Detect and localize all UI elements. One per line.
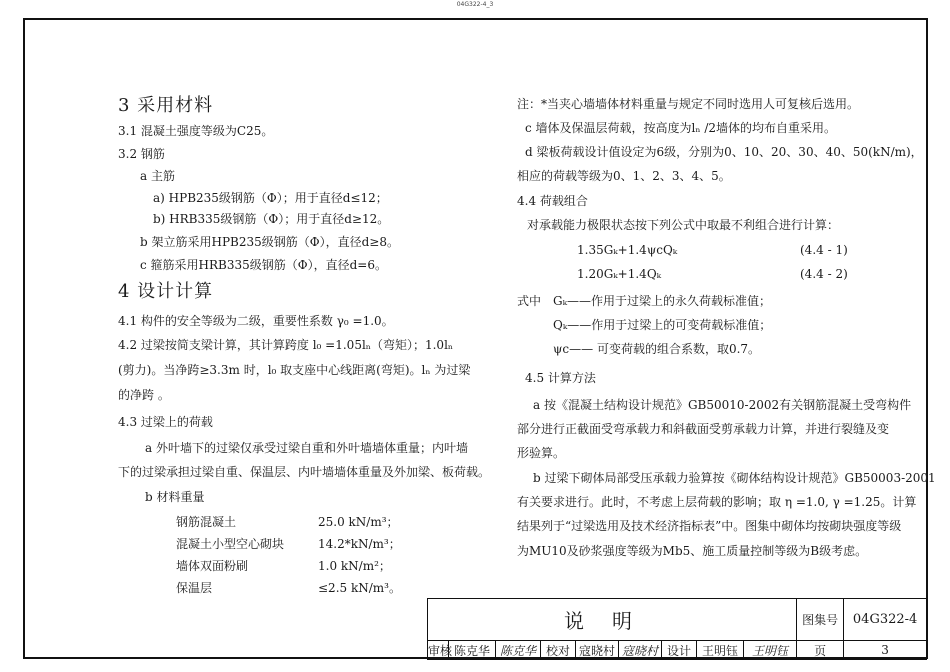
clause-4-3-b: b 材料重量 <box>145 490 205 504</box>
check-label: 校对 <box>541 641 576 660</box>
clause-4-4-intro: 对承载能力极限状态按下列公式中取最不利组合进行计算： <box>527 218 840 232</box>
reviewer-signature: 陈克华 <box>496 641 541 660</box>
drawing-code: 04G322-4_3 <box>456 1 494 8</box>
section-4-title: 4 设计计算 <box>118 281 214 302</box>
clause-d-line-1: d 梁板荷载设计值设定为6级，分别为0、10、20、30、40、50(kN/m)， <box>525 145 923 159</box>
clause-4-5-b-line-4: 为MU10及砂浆强度等级为Mb5、施工质量控制等级为B级考虑。 <box>517 544 868 558</box>
clause-4-4: 4.4 荷载组合 <box>517 194 588 208</box>
page-label: 页 <box>797 641 844 660</box>
clause-c: c 墙体及保温层荷载，按高度为lₙ /2墙体的均布自重采用。 <box>525 121 837 135</box>
material-value: 14.2*kN/m³； <box>318 537 401 551</box>
review-label: 审核 <box>428 641 449 660</box>
clause-4-2-line-1: 4.2 过梁按简支梁计算，其计算跨度 l₀ =1.05lₙ（弯矩）；1.0lₙ <box>118 338 454 352</box>
atlas-number-label: 图集号 <box>797 599 844 641</box>
clause-3-2-a-a: a) HPB235级钢筋（Φ）；用于直径d≤12； <box>153 191 388 205</box>
clause-3-2: 3.2 钢筋 <box>118 147 165 161</box>
page-number: 3 <box>844 641 927 660</box>
formula-2-number: (4.4 - 2) <box>800 267 848 281</box>
material-name: 混凝土小型空心砌块 <box>176 537 285 551</box>
clause-4-5: 4.5 计算方法 <box>525 371 596 385</box>
clause-3-2-b: b 架立筋采用HPB235级钢筋（Φ），直径d≥8。 <box>140 235 399 249</box>
clause-3-2-a: a 主筋 <box>140 169 175 183</box>
clause-4-3-a-line-2: 下的过梁承担过梁自重、保温层、内叶墙墙体重量及外加梁、板荷载。 <box>118 465 491 479</box>
material-name: 保温层 <box>176 581 213 595</box>
material-name: 墙体双面粉刷 <box>176 559 249 573</box>
checker-name: 寇晓村 <box>576 641 619 660</box>
definition-g: Gₖ——作用于过梁上的永久荷载标准值； <box>553 294 771 308</box>
clause-4-5-b-line-2: 有关要求进行。此时，不考虑上层荷载的影响；取 η =1.0, γ =1.25。计算 <box>517 495 917 509</box>
formula-1-number: (4.4 - 1) <box>800 243 848 257</box>
clause-3-2-a-b: b) HRB335级钢筋（Φ）；用于直径d≥12。 <box>153 212 390 226</box>
note-line: 注：*当夹心墙墙体材料重量与规定不同时选用人可复核后选用。 <box>517 97 860 111</box>
clause-4-5-b-line-3: 结果列于“过梁选用及技术经济指标表”中。图集中砌体均按砌块强度等级 <box>517 519 902 533</box>
clause-4-2-line-2: (剪力)。当净跨≥3.3m 时，l₀ 取支座中心线距离(弯矩)。lₙ 为过梁 <box>118 363 471 377</box>
designer-signature: 王明钰 <box>744 641 797 660</box>
material-value: 1.0 kN/m²； <box>318 559 391 573</box>
clause-3-2-c: c 箍筋采用HRB335级钢筋（Φ），直径d=6。 <box>140 258 387 272</box>
checker-signature: 寇晓村 <box>619 641 662 660</box>
definition-q: Qₖ——作用于过梁上的可变荷载标准值； <box>553 318 772 332</box>
clause-4-5-a-line-1: a 按《混凝土结构设计规范》GB50010-2002有关钢筋混凝土受弯构件 <box>533 398 912 412</box>
clause-4-1: 4.1 构件的安全等级为二级，重要性系数 γ₀ =1.0。 <box>118 314 394 328</box>
clause-4-5-a-line-2: 部分进行正截面受弯承载力和斜截面受剪承载力计算，并进行裂缝及变 <box>517 422 890 436</box>
clause-d-line-2: 相应的荷载等级为0、1、2、3、4、5。 <box>517 169 731 183</box>
material-name: 钢筋混凝土 <box>176 515 237 529</box>
drawing-title: 说明 <box>428 599 797 641</box>
clause-4-3-a-line-1: a 外叶墙下的过梁仅承受过梁自重和外叶墙墙体重量；内叶墙 <box>145 441 468 455</box>
clause-4-3: 4.3 过梁上的荷载 <box>118 415 213 429</box>
formula-2: 1.20Gₖ+1.4Qₖ <box>577 267 662 281</box>
reviewer-name: 陈克华 <box>449 641 496 660</box>
atlas-number: 04G322-4 <box>844 599 927 641</box>
material-value: ≤2.5 kN/m³。 <box>318 581 401 595</box>
title-block <box>427 598 926 659</box>
section-3-title: 3 采用材料 <box>118 95 214 116</box>
definition-psi: ψc—— 可变荷载的组合系数，取0.7。 <box>553 342 761 356</box>
clause-3-1: 3.1 混凝土强度等级为C25。 <box>118 124 274 138</box>
design-label: 设计 <box>662 641 697 660</box>
clause-4-2-line-3: 的净跨 。 <box>118 388 170 402</box>
designer-name: 王明钰 <box>697 641 744 660</box>
material-value: 25.0 kN/m³； <box>318 515 399 529</box>
clause-4-5-a-line-3: 形验算。 <box>517 446 566 460</box>
formula-1: 1.35Gₖ+1.4ψcQₖ <box>577 243 678 257</box>
where-label: 式中 <box>517 294 542 308</box>
clause-4-5-b-line-1: b 过梁下砌体局部受压承载力验算按《砌体结构设计规范》GB50003-2001 <box>533 471 936 485</box>
